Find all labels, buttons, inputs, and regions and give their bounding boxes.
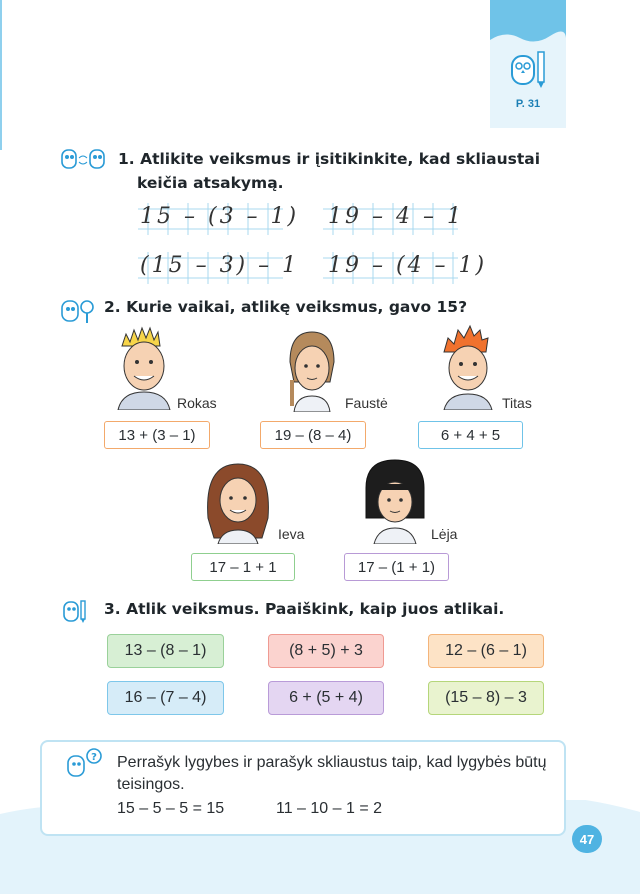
expression-card-fauste: 19 – (8 – 4) xyxy=(260,421,366,449)
tip-equation-1: 15 – 5 – 5 = 15 xyxy=(117,800,225,817)
expression-card-leja: 17 – (1 + 1) xyxy=(344,553,449,581)
handwritten-expression: 19 – 4 – 1 xyxy=(328,204,464,229)
page-reference: P. 31 xyxy=(515,98,541,110)
kid-name-titas: Titas xyxy=(502,395,532,411)
margin-line xyxy=(0,0,2,150)
kid-name-leja: Lėja xyxy=(431,526,458,542)
handwritten-expression: (15 – 3) – 1 xyxy=(140,253,300,278)
expression-card-ieva: 17 – 1 + 1 xyxy=(191,553,295,581)
child-rokas-illustration xyxy=(112,326,176,410)
kid-name-fauste: Faustė xyxy=(345,395,388,411)
expression-card: 13 – (8 – 1) xyxy=(107,634,224,668)
task3-title: 3. Atlik veiksmus. Paaiškink, kaip juos atlikai. xyxy=(104,600,505,618)
expression-card: (8 + 5) + 3 xyxy=(268,634,384,668)
owl-question-icon xyxy=(64,748,104,780)
tip-instruction: Perrašyk lygybes ir parašyk skliaustus taip, kad lygybės būtų teisingos. xyxy=(117,754,547,793)
svg-text:?: ? xyxy=(91,752,97,763)
task1-title xyxy=(118,148,540,170)
child-ieva-illustration xyxy=(202,458,274,544)
owl-pencil-small-icon xyxy=(62,599,88,625)
child-fauste-illustration xyxy=(282,328,342,412)
child-titas-illustration xyxy=(436,322,500,410)
page-reference-tab xyxy=(490,0,566,128)
page-number: 47 xyxy=(572,825,602,853)
task1-title-line2: keičia atsakymą. xyxy=(137,174,284,192)
expression-card: 12 – (6 – 1) xyxy=(428,634,544,668)
kid-name-ieva: Ieva xyxy=(278,526,305,542)
kid-name-rokas: Rokas xyxy=(177,395,217,411)
expression-card: 6 + (5 + 4) xyxy=(268,681,384,715)
task2-title: 2. Kurie vaikai, atlikę veiksmus, gavo 15? xyxy=(104,298,468,316)
expression-card: 16 – (7 – 4) xyxy=(107,681,224,715)
child-leja-illustration xyxy=(362,456,428,544)
task1-number: 1. xyxy=(118,150,135,168)
handwritten-expression: 19 – (4 – 1) xyxy=(328,253,488,278)
pair-work-icon xyxy=(60,146,106,174)
expression-card: (15 – 8) – 3 xyxy=(428,681,544,715)
owl-pencil-icon xyxy=(504,48,552,92)
handwritten-expression: 15 – (3 – 1) xyxy=(140,204,300,229)
owl-magnifier-icon xyxy=(60,297,96,325)
expression-card-rokas: 13 + (3 – 1) xyxy=(104,421,210,449)
expression-card-titas: 6 + 4 + 5 xyxy=(418,421,523,449)
tip-equation-2: 11 – 10 – 1 = 2 xyxy=(276,800,383,817)
task1-title-line1: Atlikite veiksmus ir įsitikinkite, kad skliaustai xyxy=(140,150,541,168)
